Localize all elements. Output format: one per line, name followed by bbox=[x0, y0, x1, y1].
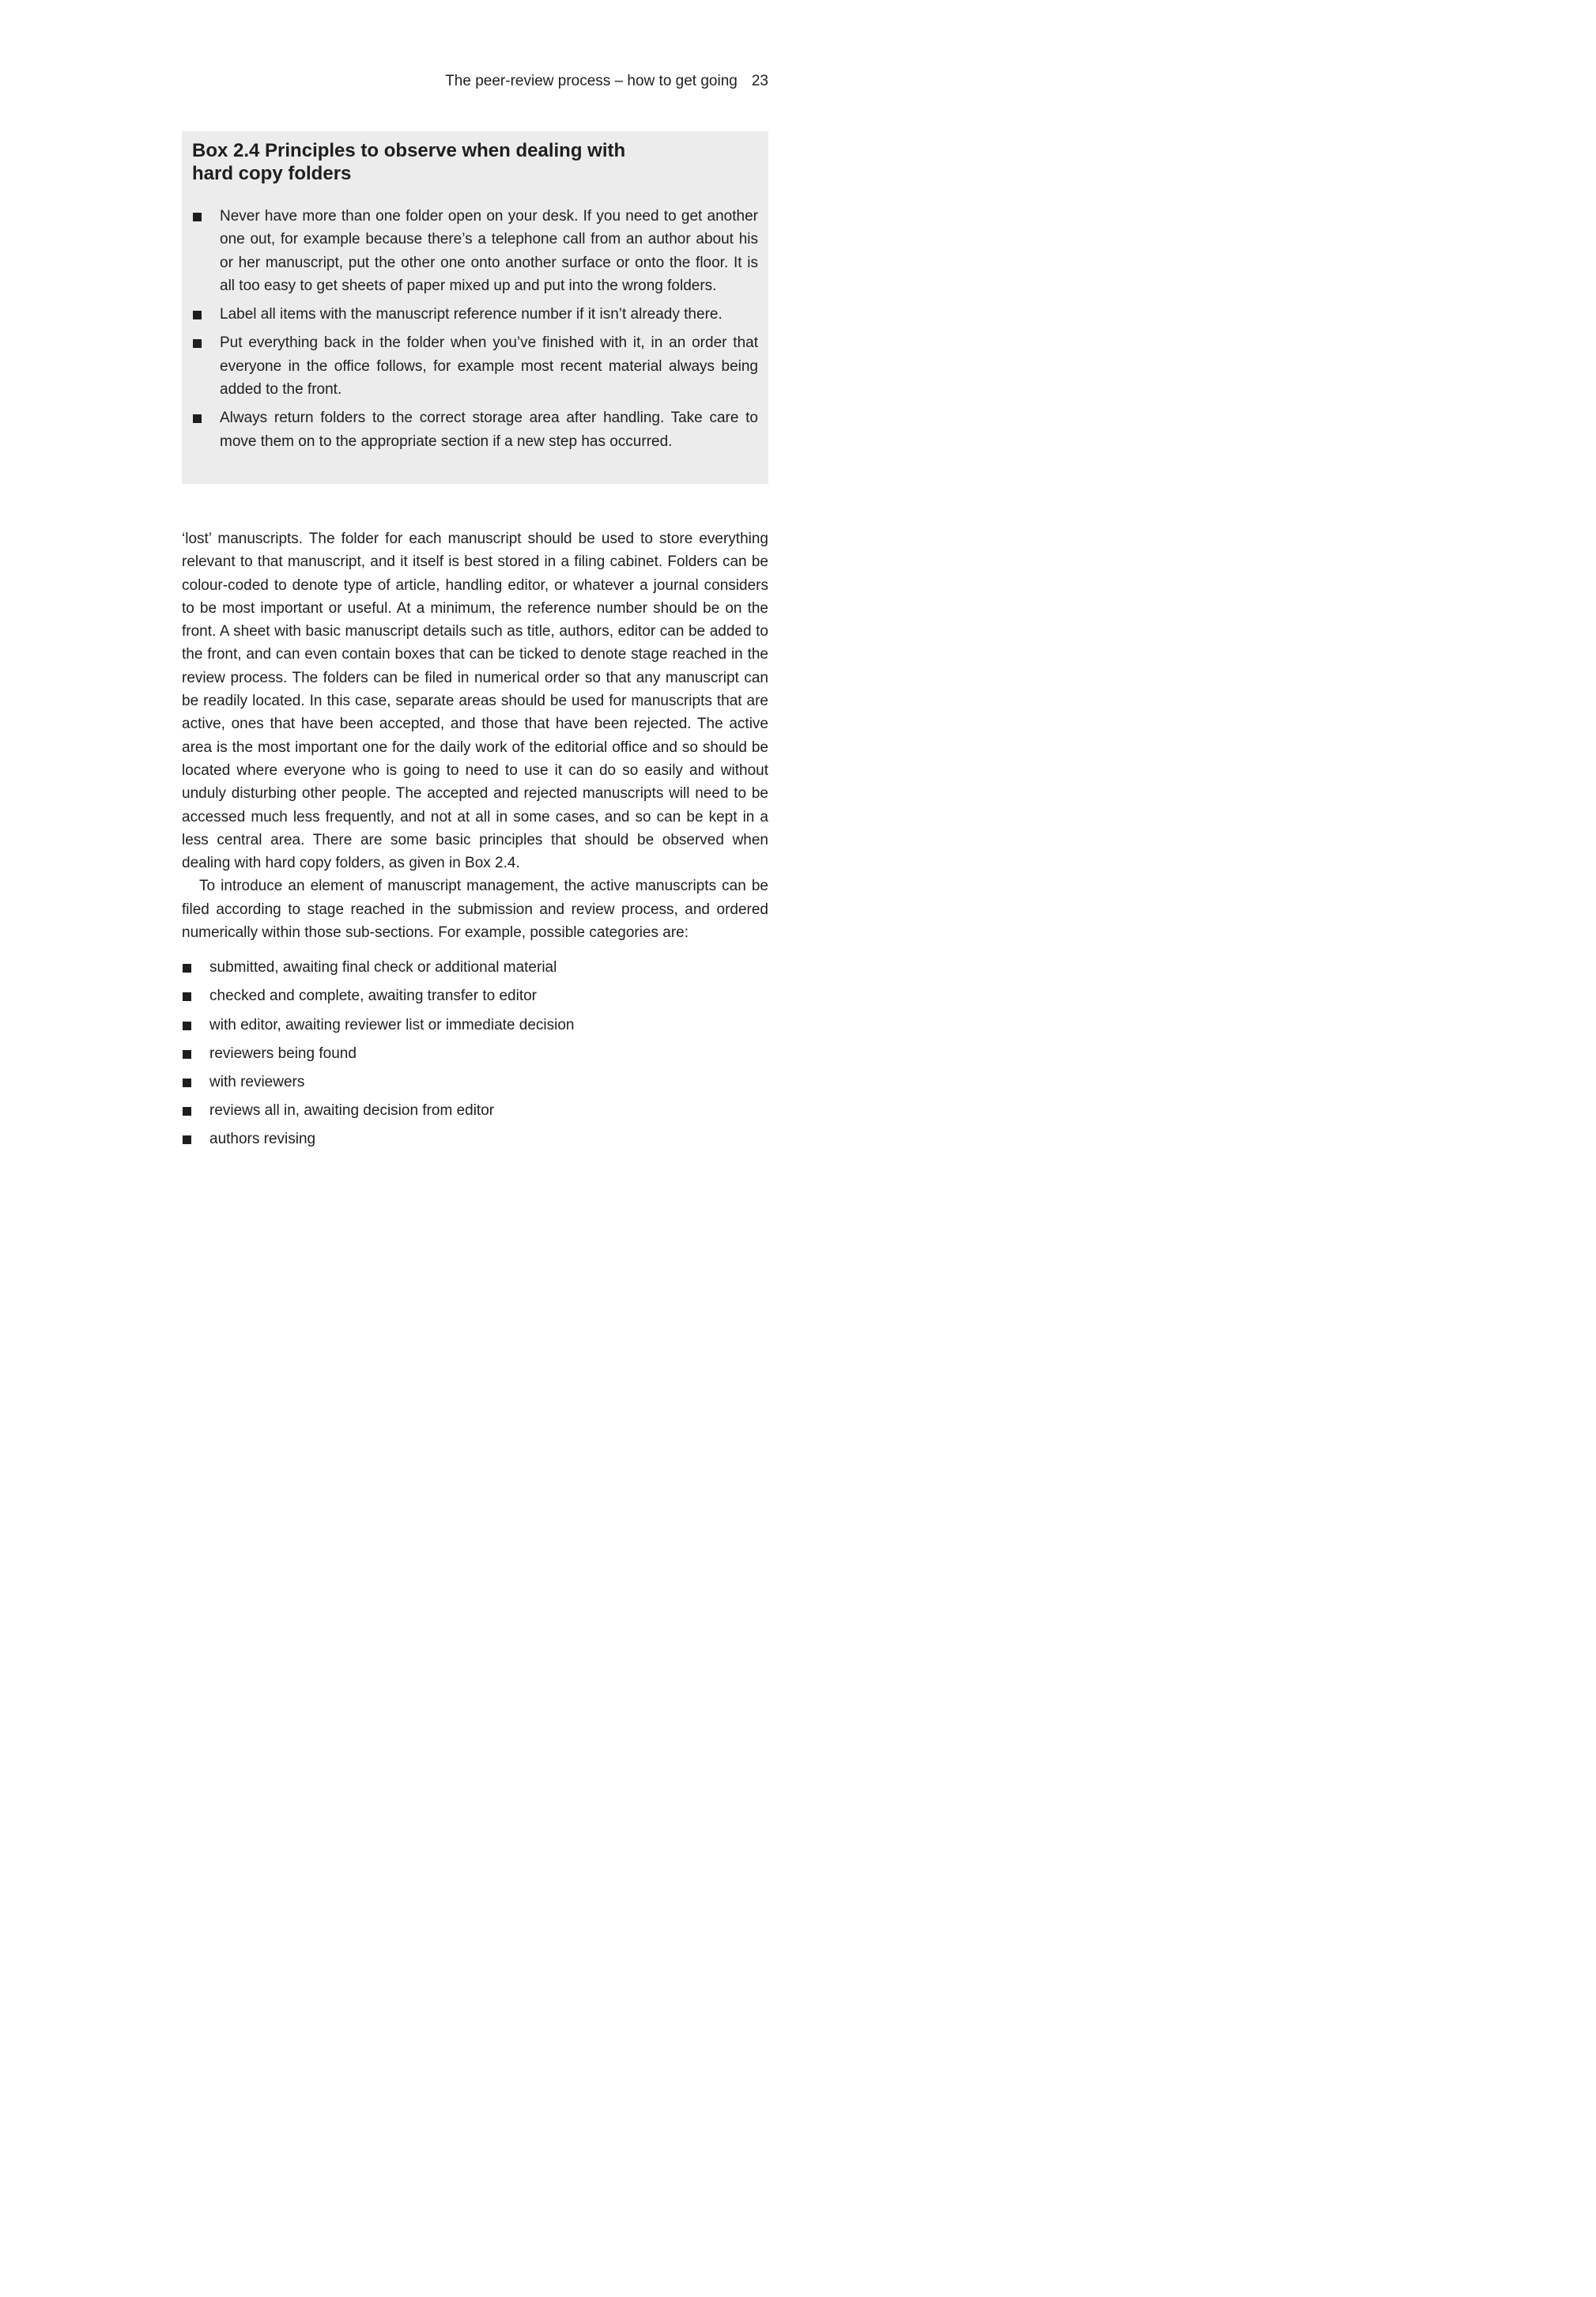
body-text bbox=[182, 527, 768, 1156]
square-bullet-icon bbox=[183, 1135, 191, 1144]
square-bullet-icon bbox=[183, 992, 191, 1001]
category-text: with reviewers bbox=[209, 1073, 305, 1090]
box-list-item-text: Always return folders to the correct storage area after handling. Take care to move them on to the appropriate section if a new step has occurred. bbox=[220, 410, 758, 450]
category-text: authors revising bbox=[209, 1130, 316, 1147]
category-text: reviewers being found bbox=[209, 1045, 357, 1062]
square-bullet-icon bbox=[183, 1022, 191, 1030]
category-text: checked and complete, awaiting transfer to editor bbox=[209, 988, 538, 1005]
box-title: Box 2.4 Principles to observe when dealing with hard copy folders bbox=[192, 140, 626, 184]
box-list-item-text: Put everything back in the folder when you’ve finished with it, in an order that everyone in the office follows, for example most recent material always being added to the front. bbox=[220, 334, 758, 399]
running-head bbox=[182, 71, 768, 92]
category-list-item bbox=[182, 1042, 768, 1065]
box-bullet-list bbox=[192, 205, 758, 453]
square-bullet-icon bbox=[193, 339, 202, 348]
page-number: 23 bbox=[751, 73, 768, 89]
square-bullet-icon bbox=[183, 1079, 191, 1087]
box-list-item bbox=[192, 303, 758, 326]
box-list-item bbox=[192, 205, 758, 297]
box-list-item bbox=[192, 331, 758, 401]
square-bullet-icon bbox=[193, 213, 202, 221]
category-list bbox=[182, 956, 768, 1150]
square-bullet-icon bbox=[193, 414, 202, 423]
square-bullet-icon bbox=[183, 1050, 191, 1059]
category-text: submitted, awaiting final check or additional material bbox=[209, 959, 557, 977]
square-bullet-icon bbox=[193, 311, 202, 319]
category-text: with editor, awaiting reviewer list or immediate decision bbox=[209, 1016, 575, 1033]
running-title: The peer-review process – how to get going bbox=[445, 73, 738, 89]
category-list-item bbox=[182, 984, 768, 1007]
box-list-item-text: Never have more than one folder open on your desk. If you need to get another one out, for example because there’s a telephone call from an author about his or her manuscript, put the other one onto another surface or onto the floor. It is all too easy to get sheets of paper mixed up and put into the wrong folders. bbox=[220, 208, 758, 294]
box-2-4 bbox=[182, 131, 768, 484]
box-list-item bbox=[192, 406, 758, 453]
category-text: reviews all in, awaiting decision from editor bbox=[209, 1101, 495, 1119]
square-bullet-icon bbox=[183, 964, 191, 973]
category-list-item bbox=[182, 956, 768, 979]
square-bullet-icon bbox=[183, 1107, 191, 1116]
category-list-item bbox=[182, 1071, 768, 1094]
category-list-item bbox=[182, 1099, 768, 1122]
category-list-item bbox=[182, 1128, 768, 1150]
box-list-item-text: Label all items with the manuscript reference number if it isn’t already there. bbox=[220, 306, 723, 323]
body-paragraph: ‘lost’ manuscripts. The folder for each manuscript should be used to store everything relevant to that manuscript, and it itself is best stored in a filing cabinet. Folders can be colour-coded to denote type of article, handling editor, or whatever a journal considers to be most important or useful. At a minimum, the reference number should be on the front. A sheet with basic manuscript details such as title, authors, editor can be added to the front, and can even contain boxes that can be ticked to denote stage reached in the review process. The folders can be filed in numerical order so that any manuscript can be readily located. In this case, separate areas should be used for manuscripts that are active, ones that have been accepted, and those that have been rejected. The active area is the most important one for the daily work of the editorial office and so should be located where everyone who is going to need to use it can do so easily and without unduly disturbing other people. The accepted and rejected manuscripts will need to be accessed much less frequently, and not at all in some cases, and so can be kept in a less central area. There are some basic principles that should be observed when dealing with hard copy folders, as given in Box 2.4. bbox=[182, 531, 768, 872]
category-list-item bbox=[182, 1014, 768, 1037]
body-paragraph: To introduce an element of manuscript management, the active manuscripts can be filed according to stage reached in the submission and review process, and ordered numerically within those sub-sections. For example, possible categories are: bbox=[182, 878, 768, 942]
